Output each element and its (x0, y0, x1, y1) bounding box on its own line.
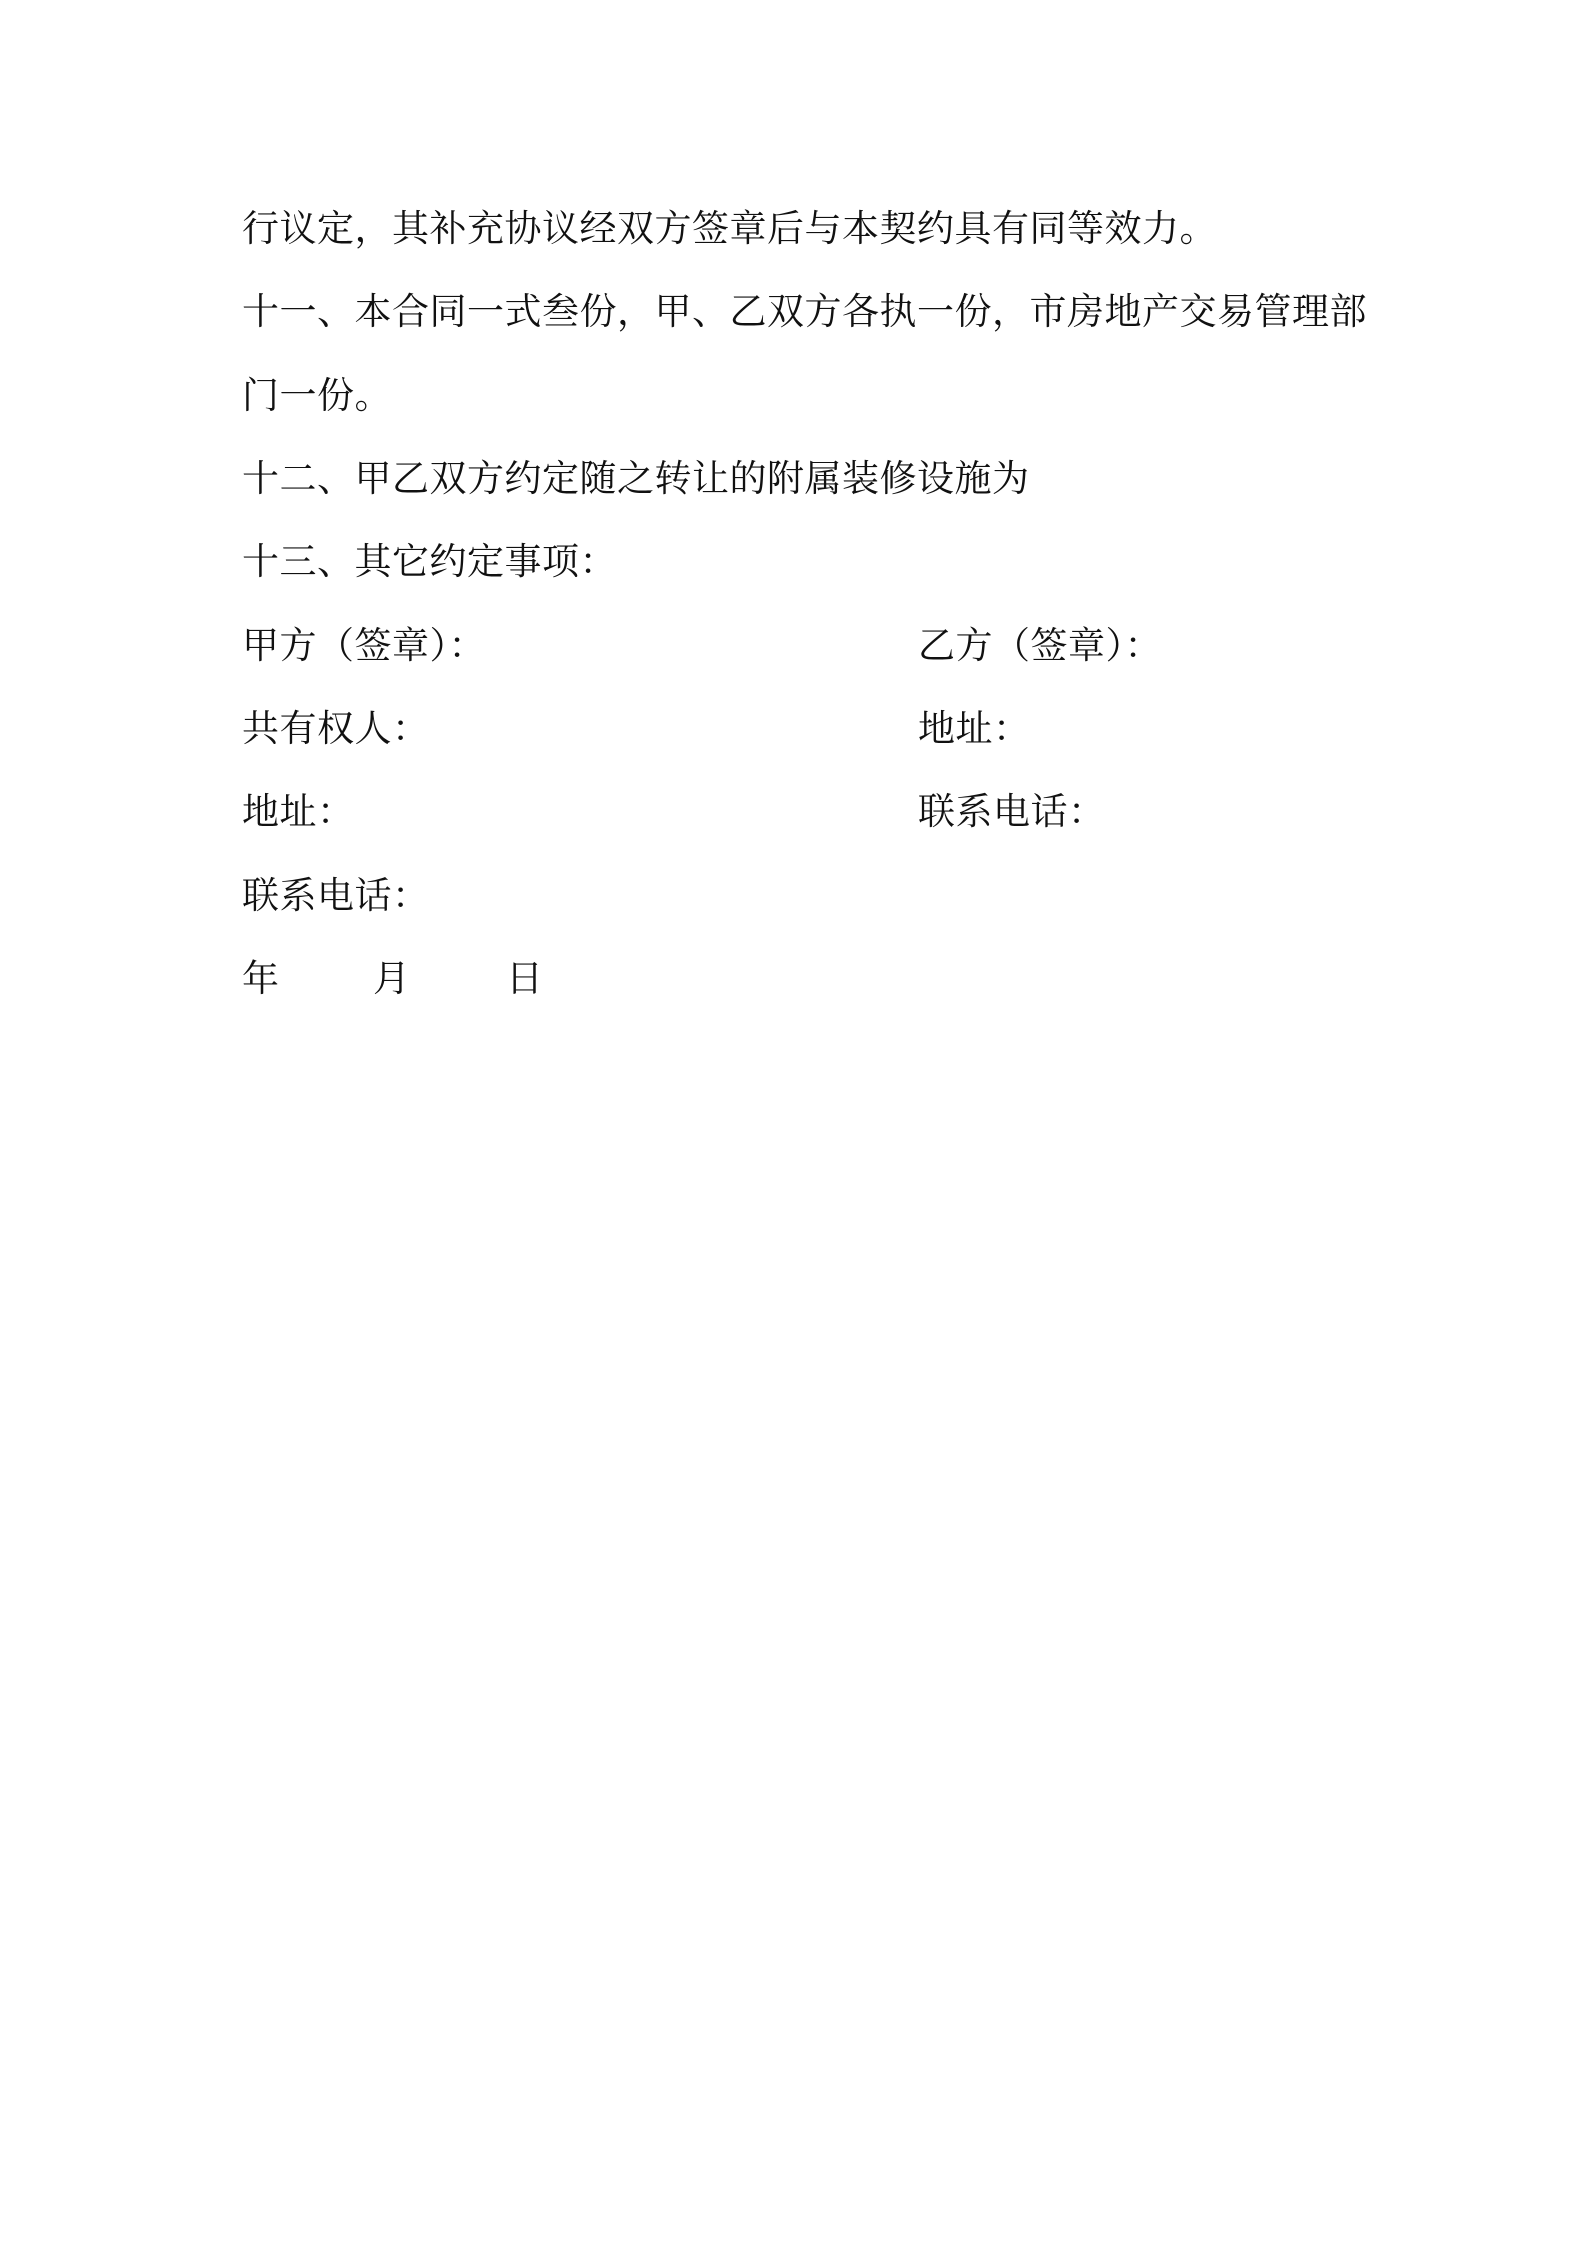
date-day-label: 日 (506, 957, 544, 1000)
date-line (242, 954, 544, 1004)
paragraph-supplementary-agreement: 行议定，其补充协议经双方签章后与本契约具有同等效力。 (242, 207, 1217, 250)
party-a-co-owner-label: 共有权人： (242, 707, 430, 750)
date-year-label: 年 (242, 957, 280, 1000)
clause-twelve: 十二、甲乙双方约定随之转让的附属装修设施为 (242, 457, 1030, 500)
party-a-phone-label: 联系电话： (242, 874, 430, 917)
clause-eleven-line-2: 门一份。 (242, 374, 392, 417)
clause-eleven-line-1: 十一、本合同一式叁份，甲、乙双方各执一份，市房地产交易管理部 (242, 290, 1367, 333)
party-a-signature-label: 甲方（签章）： (242, 624, 486, 667)
party-b-address-label: 地址： (918, 707, 1031, 750)
date-month-label: 月 (373, 957, 411, 1000)
party-a-address-label: 地址： (242, 790, 355, 833)
party-b-signature-label: 乙方（签章）： (918, 624, 1162, 667)
party-b-phone-label: 联系电话： (918, 790, 1106, 833)
clause-thirteen: 十三、其它约定事项： (242, 540, 617, 583)
